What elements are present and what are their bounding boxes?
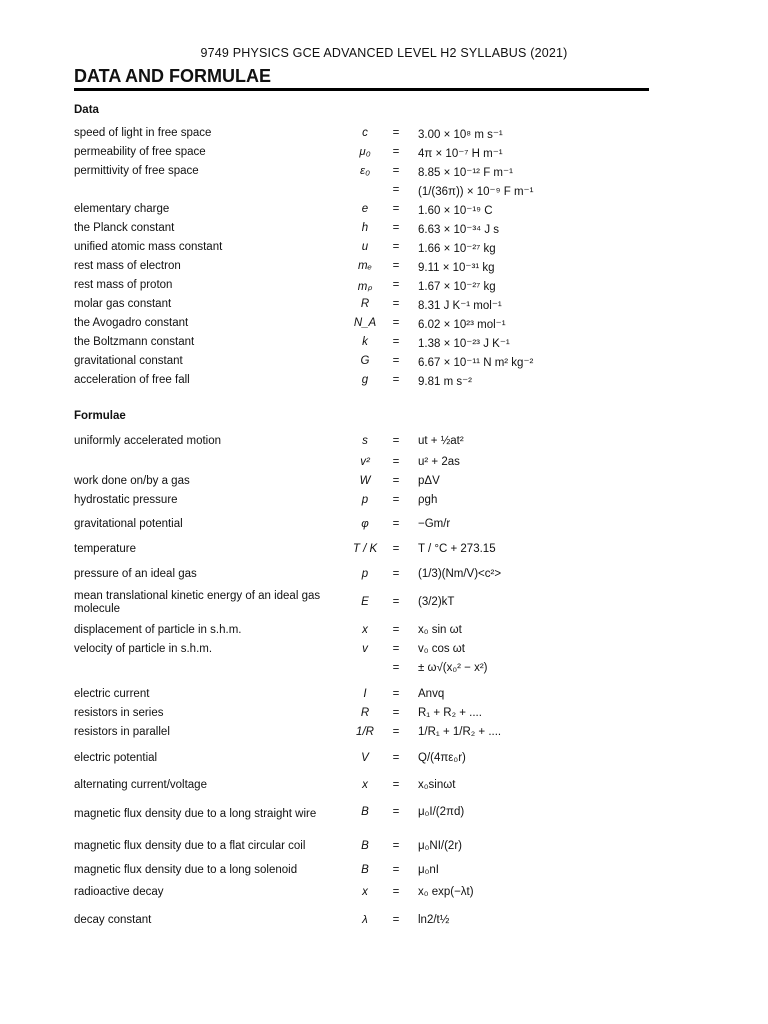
data-row-value: 6.67 × 10⁻¹¹ N m² kg⁻² [418, 357, 534, 369]
data-row-name: the Planck constant [74, 222, 175, 234]
data-row-name: acceleration of free fall [74, 374, 190, 386]
formula-row-value: 1/R₁ + 1/R₂ + .... [418, 726, 502, 738]
formula-row-value: ln2/t½ [418, 914, 450, 926]
formula-row-symbol: p [361, 568, 369, 580]
data-row-value: 3.00 × 10⁸ m s⁻¹ [418, 129, 503, 141]
formula-row-name: resistors in series [74, 707, 164, 719]
data-row-equals: = [392, 184, 400, 196]
formula-row-name: mean translational kinetic energy of an ideal gas molecule [74, 590, 321, 615]
formula-row-value: u² + 2as [418, 456, 460, 468]
data-row-value: 6.02 × 10²³ mol⁻¹ [418, 319, 506, 331]
formula-row-symbol: B [361, 864, 369, 876]
formula-row-symbol: x [362, 886, 368, 898]
data-row-equals: = [392, 127, 400, 139]
formulae-heading: Formulae [74, 410, 126, 422]
formula-row-equals: = [392, 752, 400, 764]
formula-row-equals: = [392, 707, 400, 719]
formula-row-value: Anvq [418, 688, 445, 700]
formula-row-symbol: x [362, 779, 368, 791]
formula-row-symbol: λ [362, 914, 368, 926]
data-row-symbol: G [360, 355, 370, 367]
formula-row-symbol: V [361, 752, 369, 764]
formula-row-equals: = [392, 840, 400, 852]
formula-row-symbol: v [362, 643, 368, 655]
formula-row-name: uniformly accelerated motion [74, 435, 222, 447]
data-row-equals: = [392, 298, 400, 310]
formula-row-value: Q/(4πε₀r) [418, 752, 466, 764]
formula-row-equals: = [392, 456, 400, 468]
data-row-symbol: k [362, 336, 368, 348]
data-row-equals: = [392, 260, 400, 272]
data-row-value: 1.38 × 10⁻²³ J K⁻¹ [418, 338, 510, 350]
formula-row-value: μ₀I/(2πd) [418, 806, 465, 818]
data-heading: Data [74, 104, 99, 116]
formula-row-name: electric potential [74, 752, 158, 764]
data-row-name: molar gas constant [74, 298, 172, 310]
formula-row-value: μ₀nI [418, 864, 439, 876]
data-row-value: 1.66 × 10⁻²⁷ kg [418, 243, 496, 255]
data-row-equals: = [392, 336, 400, 348]
data-row-equals: = [392, 222, 400, 234]
data-row-equals: = [392, 355, 400, 367]
formula-row-equals: = [392, 543, 400, 555]
data-row-symbol: g [361, 374, 369, 386]
data-row-name: the Boltzmann constant [74, 336, 195, 348]
page-title: DATA AND FORMULAE [74, 66, 271, 86]
data-row-value: 8.31 J K⁻¹ mol⁻¹ [418, 300, 502, 312]
formula-row-value: x₀sinωt [418, 779, 456, 791]
formula-row-name: hydrostatic pressure [74, 494, 178, 506]
data-row-value: (1/(36π)) × 10⁻⁹ F m⁻¹ [418, 186, 534, 198]
data-row-symbol: mₚ [357, 281, 373, 293]
formula-row-equals: = [392, 518, 400, 530]
data-row-name: gravitational constant [74, 355, 183, 367]
formula-row-name: magnetic flux density due to a flat circular coil [74, 840, 306, 852]
formula-row-value: v₀ cos ωt [418, 643, 465, 655]
formula-row-name: displacement of particle in s.h.m. [74, 624, 242, 636]
data-row-value: 6.63 × 10⁻³⁴ J s [418, 224, 500, 236]
formula-row-value: pΔV [418, 475, 440, 487]
data-row-value: 9.11 × 10⁻³¹ kg [418, 262, 495, 274]
page-header: 9749 PHYSICS GCE ADVANCED LEVEL H2 SYLLABUS (2021) [200, 46, 568, 60]
formula-row-name: magnetic flux density due to a long solenoid [74, 864, 298, 876]
data-row-value: 9.81 m s⁻² [418, 376, 473, 388]
formula-row-symbol: E [361, 596, 369, 608]
formula-row-equals: = [392, 568, 400, 580]
data-row-name: speed of light in free space [74, 127, 212, 139]
data-row-equals: = [392, 279, 400, 291]
data-row-symbol: N_A [353, 317, 377, 329]
formula-row-symbol: x [362, 624, 368, 636]
formula-row-equals: = [392, 494, 400, 506]
data-row-equals: = [392, 165, 400, 177]
data-row-symbol: e [361, 203, 369, 215]
formula-row-equals: = [392, 596, 400, 608]
data-row-equals: = [392, 241, 400, 253]
formula-row-equals: = [392, 435, 400, 447]
formula-row-equals: = [392, 914, 400, 926]
formula-row-equals: = [392, 864, 400, 876]
data-row-equals: = [392, 203, 400, 215]
data-row-name: rest mass of proton [74, 279, 173, 291]
formula-row-name: magnetic flux density due to a long straight wire [74, 808, 317, 820]
formula-row-equals: = [392, 643, 400, 655]
formula-row-value: x₀ sin ωt [418, 624, 462, 636]
formula-row-name: radioactive decay [74, 886, 164, 898]
formula-row-name: velocity of particle in s.h.m. [74, 643, 213, 655]
formula-row-symbol: B [361, 806, 369, 818]
formula-row-symbol: φ [361, 518, 369, 530]
data-row-name: rest mass of electron [74, 260, 181, 272]
data-row-symbol: ε₀ [360, 165, 370, 177]
data-row-symbol: μ₀ [359, 146, 371, 158]
formula-row-value: −Gm/r [418, 518, 451, 530]
data-row-name: the Avogadro constant [74, 317, 189, 329]
data-row-value: 4π × 10⁻⁷ H m⁻¹ [418, 148, 503, 160]
formula-row-value: (1/3)(Nm/V)<c²> [418, 568, 502, 580]
formula-row-symbol: I [363, 688, 367, 700]
data-row-equals: = [392, 374, 400, 386]
formula-row-value: ± ω√(x₀² − x²) [418, 662, 488, 674]
formula-row-equals: = [392, 662, 400, 674]
formula-row-value: μ₀NI/(2r) [418, 840, 462, 852]
formula-row-value: (3/2)kT [418, 596, 455, 608]
formula-row-symbol: v² [360, 456, 370, 468]
formula-row-name: gravitational potential [74, 518, 183, 530]
data-row-symbol: c [362, 127, 368, 139]
formula-row-equals: = [392, 886, 400, 898]
formula-row-name: resistors in parallel [74, 726, 170, 738]
data-row-equals: = [392, 317, 400, 329]
formula-row-name: electric current [74, 688, 150, 700]
formula-row-symbol: W [359, 475, 371, 487]
formula-row-symbol: s [362, 435, 368, 447]
data-row-name: permittivity of free space [74, 165, 199, 177]
data-row-value: 8.85 × 10⁻¹² F m⁻¹ [418, 167, 513, 179]
formula-row-name: pressure of an ideal gas [74, 568, 197, 580]
data-row-name: elementary charge [74, 203, 170, 215]
data-row-symbol: u [361, 241, 369, 253]
formula-row-equals: = [392, 726, 400, 738]
formula-row-value: ut + ½at² [418, 435, 464, 447]
formula-row-symbol: p [361, 494, 369, 506]
formula-row-equals: = [392, 624, 400, 636]
data-row-name: permeability of free space [74, 146, 206, 158]
formula-row-equals: = [392, 475, 400, 487]
formula-row-name: work done on/by a gas [74, 475, 190, 487]
formula-row-value: R₁ + R₂ + .... [418, 707, 482, 719]
formula-row-value: x₀ exp(−λt) [418, 886, 474, 898]
data-row-equals: = [392, 146, 400, 158]
data-row-symbol: R [360, 298, 370, 310]
formula-row-equals: = [392, 688, 400, 700]
data-row-value: 1.60 × 10⁻¹⁹ C [418, 205, 493, 217]
data-row-name: unified atomic mass constant [74, 241, 223, 253]
formula-row-name: decay constant [74, 914, 152, 926]
formula-row-symbol: B [361, 840, 369, 852]
title-rule [74, 88, 649, 91]
formula-row-symbol: R [360, 707, 370, 719]
formula-row-value: ρgh [418, 494, 438, 506]
formula-row-name: temperature [74, 543, 137, 555]
data-row-symbol: h [361, 222, 369, 234]
formula-row-name: alternating current/voltage [74, 779, 207, 791]
formula-row-value: T / °C + 273.15 [418, 543, 496, 555]
formula-row-equals: = [392, 779, 400, 791]
formula-row-symbol: T / K [352, 543, 378, 555]
data-row-symbol: mₑ [357, 260, 373, 272]
data-row-value: 1.67 × 10⁻²⁷ kg [418, 281, 496, 293]
formula-row-symbol: 1/R [356, 726, 374, 738]
formula-row-equals: = [392, 806, 400, 818]
